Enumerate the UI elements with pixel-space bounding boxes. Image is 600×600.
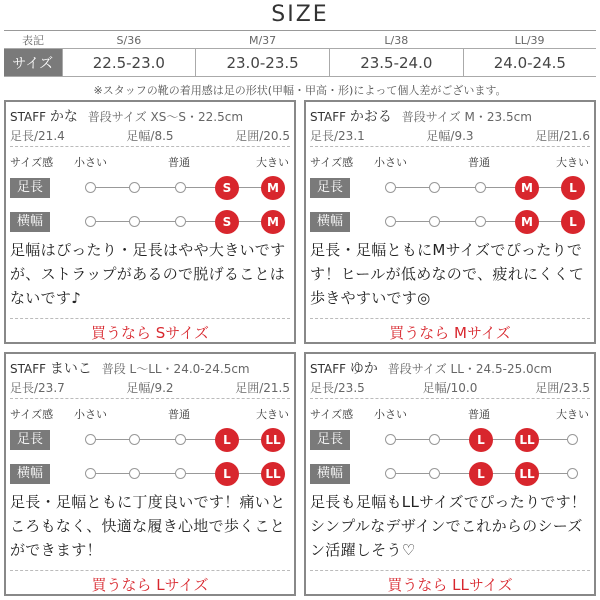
scale-dot [129, 182, 140, 193]
width-tag: 横幅 [310, 464, 350, 484]
scale-dot [429, 182, 440, 193]
length-tag: 足長 [310, 178, 350, 198]
staff-header [10, 106, 290, 126]
size-mark: L [215, 462, 239, 486]
size-mark: LL [261, 428, 285, 452]
size-mark: S [215, 176, 239, 200]
size-label-cell: S/36 [116, 33, 142, 47]
divider [310, 398, 590, 399]
usual-size: 普段サイズ M・23.5cm [401, 110, 532, 124]
size-mark: M [261, 176, 285, 200]
scale-big: 大きい [556, 408, 589, 421]
size-mark: L [561, 210, 585, 234]
foot-width: 足幅/10.0 [422, 381, 478, 395]
staff-label: STAFF [310, 110, 347, 124]
size-mark: L [215, 428, 239, 452]
size-label-cell: LL/39 [514, 33, 545, 47]
scale-dot [567, 468, 578, 479]
title-divider [4, 30, 596, 31]
divider [310, 570, 590, 571]
foot-length: 足長/23.5 [310, 381, 365, 395]
measurements [10, 127, 290, 144]
recommended-size: 買うなら Mサイズ [389, 324, 511, 342]
staff-name: ゆか [349, 361, 378, 377]
scale-dot [567, 434, 578, 445]
staff-card [304, 352, 596, 596]
usual-size: 普段サイズ LL・24.5-25.0cm [387, 362, 552, 376]
scale-dot [85, 468, 96, 479]
scale-dot [129, 216, 140, 227]
scale-big: 大きい [256, 156, 289, 169]
staff-comment: 足長・足幅ともにMサイズでぴったりです！ヒールが低めなので、疲れにくくて歩きやすいです◎ [310, 241, 585, 307]
size-value-cell: 24.0-24.5 [463, 49, 596, 77]
scale-dot [85, 182, 96, 193]
measurements [310, 127, 590, 144]
foot-width: 足幅/8.5 [126, 129, 174, 143]
width-scale-row [306, 210, 594, 234]
size-mark: S [215, 210, 239, 234]
size-label-row [4, 32, 596, 49]
scale-dot [429, 434, 440, 445]
scale-dot [85, 434, 96, 445]
staff-card [304, 100, 596, 344]
length-scale-row [306, 176, 594, 200]
size-value-cell: 23.0-23.5 [196, 49, 330, 77]
scale-normal: 普通 [468, 156, 490, 169]
scale-dot [429, 216, 440, 227]
recommended-size: 買うなら Lサイズ [91, 576, 209, 594]
divider [10, 570, 290, 571]
size-mark: LL [261, 462, 285, 486]
scale-dot [429, 468, 440, 479]
foot-girth: 足囲/21.5 [235, 381, 290, 395]
staff-name: かな [49, 109, 78, 125]
scale-normal: 普通 [168, 156, 190, 169]
length-tag: 足長 [310, 430, 350, 450]
foot-girth: 足囲/23.5 [535, 381, 590, 395]
size-mark: M [515, 176, 539, 200]
size-mark: L [561, 176, 585, 200]
scale-dot [129, 434, 140, 445]
scale-small: 小さい [74, 408, 107, 421]
staff-comment: 足長・足幅ともに丁度良いです！痛いところもなく、快適な履き心地で歩くことができます！ [10, 493, 286, 559]
recommended-size: 買うなら Sサイズ [90, 324, 210, 342]
length-scale-row [6, 176, 294, 200]
staff-comment: 足幅はぴったり・足長はやや大きいですが、ストラップがあるので脱げることはないです♪ [10, 241, 286, 307]
size-value-row [4, 49, 596, 77]
length-scale-row [306, 428, 594, 452]
scale-dot [129, 468, 140, 479]
staff-comment: 足長も足幅もLLサイズでぴったりです！シンプルなデザインでこれからのシーズン活躍しそう♡ [310, 493, 587, 559]
foot-girth: 足囲/20.5 [235, 129, 290, 143]
scale-big: 大きい [256, 408, 289, 421]
scale-normal: 普通 [168, 408, 190, 421]
scale-small: 小さい [374, 408, 407, 421]
scale-dot [175, 434, 186, 445]
size-value-cell: 22.5-23.0 [62, 49, 196, 77]
scale-dot [475, 216, 486, 227]
scale-dot [385, 434, 396, 445]
scale-dot [475, 182, 486, 193]
size-value-cell: 23.5-24.0 [329, 49, 463, 77]
scale-label: サイズ感 [310, 408, 354, 421]
foot-width: 足幅/9.3 [426, 129, 474, 143]
size-value-head: サイズ [4, 49, 62, 77]
scale-dot [385, 468, 396, 479]
width-tag: 横幅 [10, 464, 50, 484]
scale-label: サイズ感 [10, 156, 54, 169]
length-scale-row [6, 428, 294, 452]
staff-label: STAFF [310, 362, 347, 376]
scale-normal: 普通 [468, 408, 490, 421]
staff-card [4, 352, 296, 596]
usual-size: 普段 L〜LL・24.0-24.5cm [101, 362, 250, 376]
measurements [10, 379, 290, 396]
length-tag: 足長 [10, 430, 50, 450]
scale-header [6, 154, 294, 168]
staff-header [310, 358, 590, 378]
foot-width: 足幅/9.2 [126, 381, 174, 395]
scale-small: 小さい [374, 156, 407, 169]
size-label-cell: L/38 [384, 33, 409, 47]
size-mark: M [261, 210, 285, 234]
scale-label: サイズ感 [10, 408, 54, 421]
width-scale-row [6, 462, 294, 486]
size-mark: L [469, 428, 493, 452]
page-title: SIZE [271, 2, 329, 27]
size-chart-table [4, 32, 596, 77]
size-mark: LL [515, 428, 539, 452]
size-mark: L [469, 462, 493, 486]
divider [10, 398, 290, 399]
size-mark: LL [515, 462, 539, 486]
scale-dot [385, 216, 396, 227]
width-scale-row [6, 210, 294, 234]
size-mark: M [515, 210, 539, 234]
width-scale-row [306, 462, 594, 486]
scale-small: 小さい [74, 156, 107, 169]
size-label-head: 表記 [22, 34, 44, 47]
fit-disclaimer: ※スタッフの靴の着用感は足の形状(甲幅・甲高・形)によって個人差がございます。 [93, 84, 507, 97]
staff-name: かおる [349, 109, 392, 125]
staff-label: STAFF [10, 362, 47, 376]
width-tag: 横幅 [10, 212, 50, 232]
usual-size: 普段サイズ XS〜S・22.5cm [87, 110, 244, 124]
scale-dot [175, 468, 186, 479]
foot-girth: 足囲/21.6 [535, 129, 590, 143]
staff-header [310, 106, 590, 126]
scale-dot [385, 182, 396, 193]
divider [310, 146, 590, 147]
scale-label: サイズ感 [310, 156, 354, 169]
scale-dot [175, 216, 186, 227]
foot-length: 足長/21.4 [10, 129, 65, 143]
foot-length: 足長/23.7 [10, 381, 65, 395]
staff-label: STAFF [10, 110, 47, 124]
scale-big: 大きい [556, 156, 589, 169]
scale-header [6, 406, 294, 420]
staff-name: まいこ [49, 361, 92, 377]
length-tag: 足長 [10, 178, 50, 198]
scale-dot [175, 182, 186, 193]
divider [310, 318, 590, 319]
width-tag: 横幅 [310, 212, 350, 232]
divider [10, 318, 290, 319]
recommended-size: 買うなら LLサイズ [387, 576, 513, 594]
divider [10, 146, 290, 147]
scale-dot [85, 216, 96, 227]
measurements [310, 379, 590, 396]
staff-card [4, 100, 296, 344]
scale-header [306, 406, 594, 420]
foot-length: 足長/23.1 [310, 129, 365, 143]
staff-header [10, 358, 290, 378]
size-label-cell: M/37 [248, 33, 277, 47]
scale-header [306, 154, 594, 168]
